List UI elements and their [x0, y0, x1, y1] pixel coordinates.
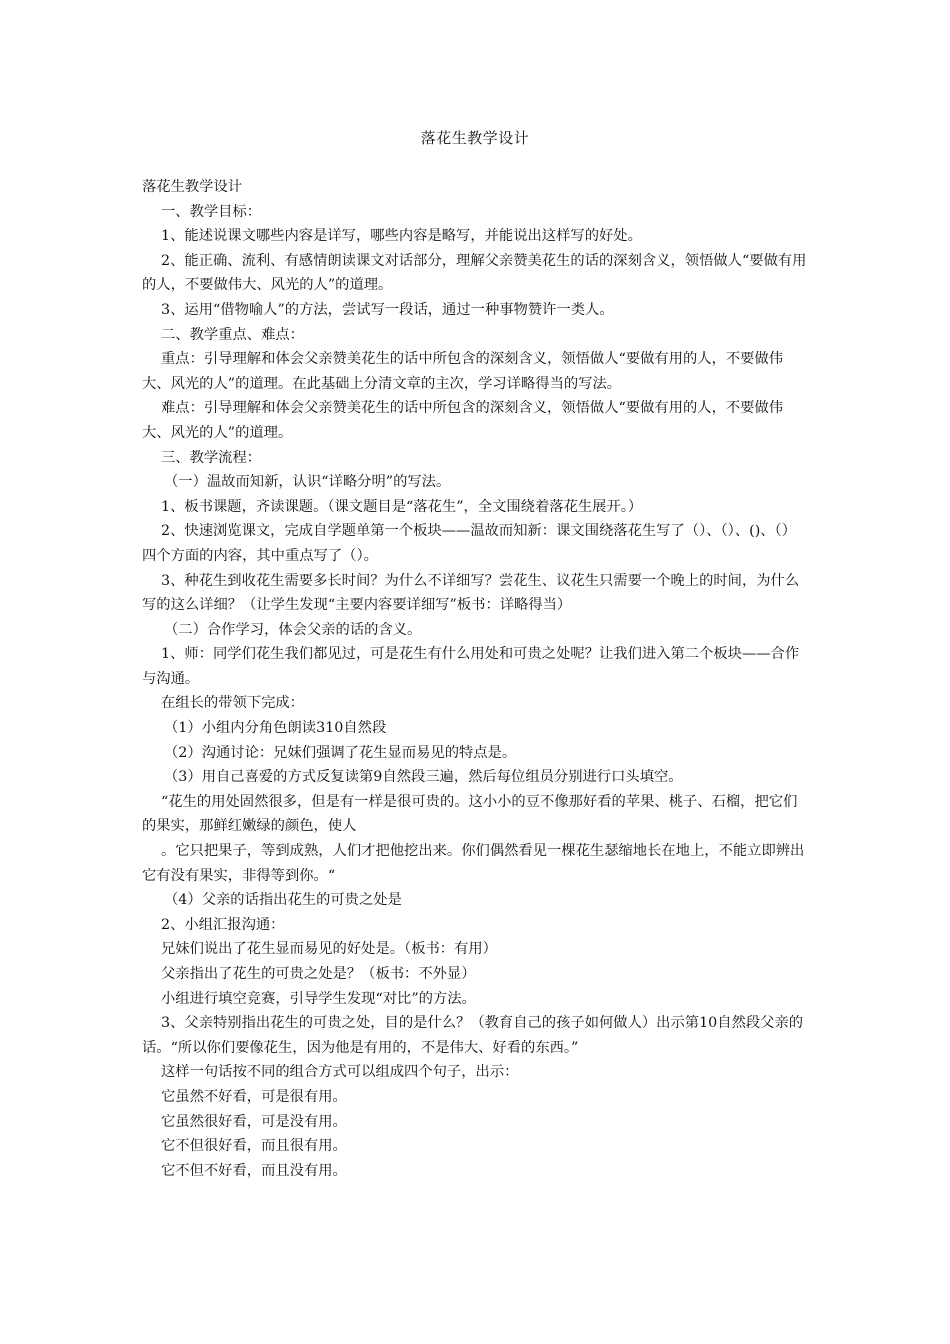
paragraph: 难点：引导理解和体会父亲赞美花生的话中所包含的深刻含义，领悟做人“要做有用的人，不要做伟大、风光的人”的道理。 [142, 400, 784, 441]
paragraph: 3、运用“借物喻人”的方法，尝试写一段话，通过一种事物赞许一类人。 [161, 301, 614, 318]
document-body [142, 175, 810, 1183]
paragraph: 在组长的带领下完成： [161, 695, 304, 712]
paragraph: 兄妹们说出了花生显而易见的好处是。（板书：有用） [161, 941, 497, 958]
paragraph: （1）小组内分角色朗读310自然段 [164, 720, 387, 737]
paragraph: 1、师：同学们花生我们都见过，可是花生有什么用处和可贵之处呢？让我们进入第二个板块——合作与沟通。 [142, 646, 800, 687]
paragraph: 父亲指出了花生的可贵之处是？（板书：不外显） [161, 966, 476, 982]
paragraph: （一）温故而知新，认识“详略分明”的写法。 [164, 474, 451, 491]
paragraph: “花生的用处固然很多，但是有一样是很可贵的。这小小的豆不像那好看的苹果、桃子、石榴，把它们的果实，那鲜红嫩绿的颜色，使人 [142, 793, 798, 835]
paragraph: 二、教学重点、难点： [161, 326, 304, 343]
paragraph: 2、小组汇报沟通： [161, 916, 285, 933]
paragraph: 1、板书课题，齐读课题。（课文题目是“落花生”，全文围绕着落花生展开。） [161, 498, 643, 515]
paragraph: 3、父亲特别指出花生的可贵之处，目的是什么？（教育自己的孩子如何做人）出示第10自然段父亲的话。“所以你们要像花生，因为他是有用的，不是伟大、好看的东西。” [142, 1015, 804, 1056]
paragraph: 小组进行填空竞赛，引导学生发现“对比”的方法。 [161, 990, 476, 1007]
paragraph: 重点：引导理解和体会父亲赞美花生的话中所包含的深刻含义，领悟做人“要做有用的人，不要做伟大、风光的人”的道理。在此基础上分清文章的主次，学习详略得当的写法。 [142, 351, 784, 392]
paragraph: 一、教学目标： [161, 203, 262, 220]
paragraph: （二）合作学习，体会父亲的话的含义。 [164, 621, 422, 638]
paragraph: 这样一句话按不同的组合方式可以组成四个句子，出示： [161, 1064, 519, 1081]
paragraph: 它虽然很好看，可是没有用。 [161, 1113, 347, 1130]
paragraph: 。它只把果子，等到成熟，人们才把他挖出来。你们偶然看见一棵花生瑟缩地长在地上，不能立即辨出它有没有果实，非得等到你。“ [142, 843, 805, 884]
paragraph: 三、教学流程： [161, 449, 262, 466]
paragraph: 它不但不好看，而且没有用。 [161, 1162, 347, 1179]
paragraph: 落花生教学设计 [142, 179, 243, 195]
paragraph: （3）用自己喜爱的方式反复读第9自然段三遍，然后每位组员分别进行口头填空。 [164, 769, 683, 786]
document-title: 落花生教学设计 [420, 129, 530, 147]
paragraph: 它虽然不好看，可是很有用。 [161, 1088, 347, 1105]
paragraph: （2）沟通讨论：兄妹们强调了花生显而易见的特点是。 [164, 744, 517, 761]
paragraph: 3、种花生到收花生需要多长时间？为什么不详细写？尝花生、议花生只需要一个晚上的时间，为什么写的这么详细？（让学生发现“主要内容要详细写”板书：详略得当） [142, 572, 800, 614]
paragraph: 1、能述说课文哪些内容是详写，哪些内容是略写，并能说出这样写的好处。 [161, 228, 642, 245]
paragraph: （4）父亲的话指出花生的可贵之处是 [164, 892, 402, 909]
paragraph: 2、能正确、流利、有感情朗读课文对话部分，理解父亲赞美花生的话的深刻含义，领悟做人“要做有用的人，不要做伟大、风光的人”的道理。 [142, 252, 807, 294]
paragraph: 它不但很好看，而且很有用。 [161, 1138, 347, 1155]
paragraph: 2、快速浏览课文，完成自学题单第一个板块——温故而知新：课文围绕落花生写了（）、（）、()、（）四个方面的内容，其中重点写了（）。 [142, 523, 797, 564]
